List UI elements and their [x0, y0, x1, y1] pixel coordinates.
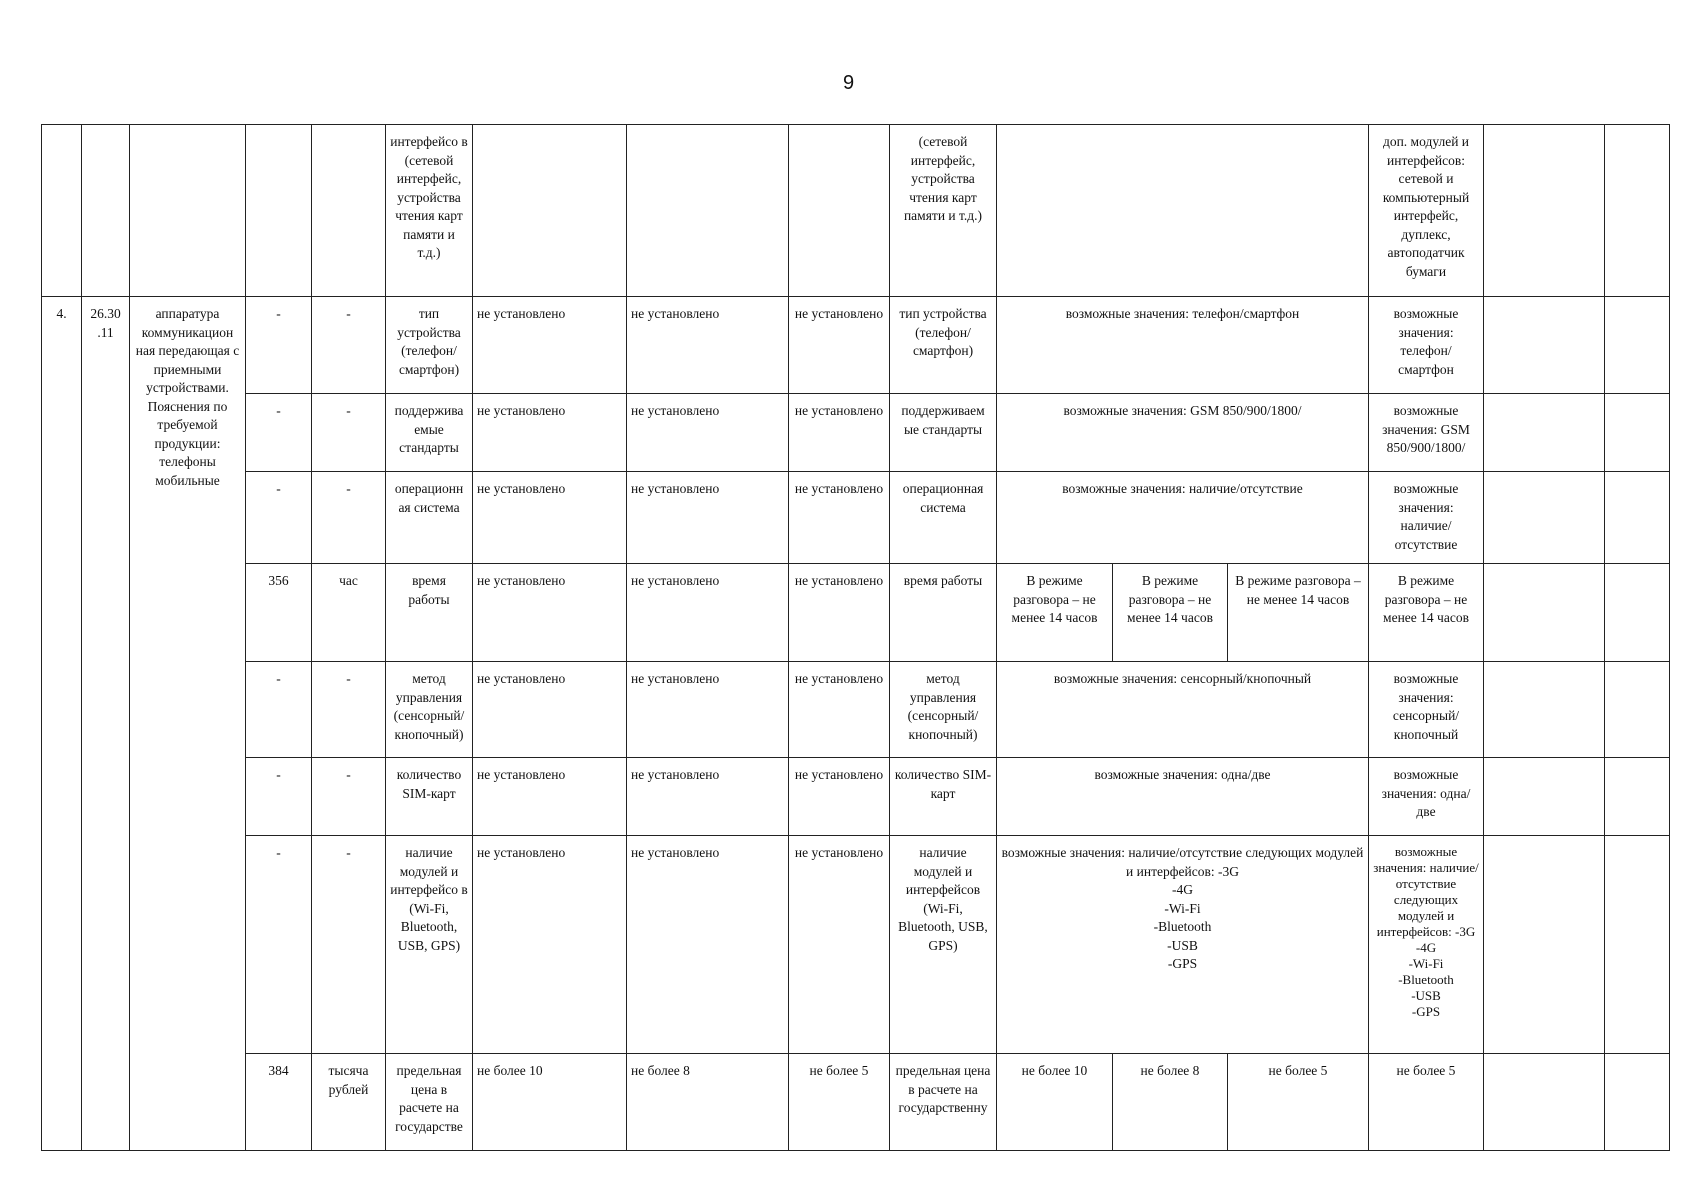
okei-code-cell: - [246, 836, 312, 1054]
table-row [42, 297, 1670, 394]
unit-cell: - [312, 836, 386, 1054]
characteristic-cell: операционн ая система [386, 472, 473, 564]
characteristic-2-cell: поддерживаем ые стандарты [890, 394, 997, 472]
unit-cell: тысяча рублей [312, 1054, 386, 1151]
item-code-cell: 26.30 .11 [82, 297, 130, 1151]
final-value-cell: возможные значения: наличие/отсутствие следующих модулей и интерфейсов: -3G -4G -Wi-Fi -Bluetooth -USB -GPS [1369, 836, 1484, 1054]
value-cell: не установлено [627, 564, 789, 662]
value-cell: не установлено [789, 394, 890, 472]
requirements-table [41, 124, 1670, 1151]
okei-code-cell: - [246, 297, 312, 394]
table-row [42, 758, 1670, 836]
value-cell: не установлено [473, 297, 627, 394]
split-value-cell: В режиме разговора – не менее 14 часов [1228, 564, 1369, 662]
merged-value-cell: возможные значения: одна/две [997, 758, 1369, 836]
split-value-cell: не более 8 [1113, 1054, 1228, 1151]
final-value-cell: доп. модулей и интерфейсов: сетевой и компьютерный интерфейс, дуплекс, автоподатчик бумаги [1369, 125, 1484, 297]
characteristic-cell: метод управления (сенсорный/ кнопочный) [386, 662, 473, 758]
merged-value-cell: возможные значения: сенсорный/кнопочный [997, 662, 1369, 758]
table-row [42, 394, 1670, 472]
value-cell: не установлено [789, 472, 890, 564]
cell-empty [473, 125, 627, 297]
characteristic-2-cell: время работы [890, 564, 997, 662]
final-value-cell: возможные значения: одна/две [1369, 758, 1484, 836]
value-cell: не более 8 [627, 1054, 789, 1151]
unit-cell: - [312, 758, 386, 836]
merged-value-cell: возможные значения: телефон/смартфон [997, 297, 1369, 394]
characteristic-cell: время работы [386, 564, 473, 662]
cell-empty [1605, 1054, 1670, 1151]
cell-empty [1605, 297, 1670, 394]
okei-code-cell: - [246, 662, 312, 758]
item-number-cell: 4. [42, 297, 82, 1151]
okei-code-cell: 356 [246, 564, 312, 662]
final-value-cell: возможные значения: телефон/смартфон [1369, 297, 1484, 394]
cell-empty [1484, 1054, 1605, 1151]
cell-empty [1484, 394, 1605, 472]
value-cell: не установлено [789, 836, 890, 1054]
characteristic-cell: тип устройства (телефон/смартфон) [386, 297, 473, 394]
value-cell: не установлено [627, 394, 789, 472]
okei-code-cell: - [246, 394, 312, 472]
cell-empty [130, 125, 246, 297]
unit-cell: - [312, 662, 386, 758]
final-value-cell: возможные значения: сенсорный/кнопочный [1369, 662, 1484, 758]
cell-empty [246, 125, 312, 297]
characteristic-2-cell: количество SIM-карт [890, 758, 997, 836]
characteristic-cell: интерфейсо в (сетевой интерфейс, устройства чтения карт памяти и т.д.) [386, 125, 473, 297]
page-number: 9 [842, 72, 855, 94]
unit-cell: час [312, 564, 386, 662]
value-cell: не установлено [789, 662, 890, 758]
cell-empty [1605, 836, 1670, 1054]
cell-empty [1605, 662, 1670, 758]
characteristic-cell: количество SIM-карт [386, 758, 473, 836]
characteristic-2-cell: операционная система [890, 472, 997, 564]
value-cell: не установлено [473, 662, 627, 758]
unit-cell: - [312, 394, 386, 472]
cell-empty [42, 125, 82, 297]
okei-code-cell: 384 [246, 1054, 312, 1151]
characteristic-cell: предельная цена в расчете на государстве [386, 1054, 473, 1151]
cell-empty [1605, 125, 1670, 297]
characteristic-cell: наличие модулей и интерфейсо в (Wi-Fi, Bluetooth, USB, GPS) [386, 836, 473, 1054]
cell-empty [1484, 297, 1605, 394]
table-row [42, 836, 1670, 1054]
characteristic-2-cell: предельная цена в расчете на государственну [890, 1054, 997, 1151]
value-cell: не установлено [473, 472, 627, 564]
value-cell: не установлено [789, 564, 890, 662]
cell-empty [1484, 758, 1605, 836]
split-value-cell: не более 5 [1228, 1054, 1369, 1151]
final-value-cell: возможные значения: наличие/отсутствие [1369, 472, 1484, 564]
characteristic-cell: поддержива емые стандарты [386, 394, 473, 472]
value-cell: не более 10 [473, 1054, 627, 1151]
cell-empty [1484, 662, 1605, 758]
value-cell: не установлено [627, 758, 789, 836]
final-value-cell: не более 5 [1369, 1054, 1484, 1151]
characteristic-2-cell: (сетевой интерфейс, устройства чтения карт памяти и т.д.) [890, 125, 997, 297]
characteristic-2-cell: тип устройства (телефон/смартфон) [890, 297, 997, 394]
merged-value-cell: возможные значения: наличие/отсутствие следующих модулей и интерфейсов: -3G -4G -Wi-Fi -Bluetooth -USB -GPS [997, 836, 1369, 1054]
cell-empty [627, 125, 789, 297]
split-value-cell: не более 10 [997, 1054, 1113, 1151]
value-cell: не более 5 [789, 1054, 890, 1151]
table-row [42, 1054, 1670, 1151]
cell-empty [1484, 125, 1605, 297]
merged-value-cell: возможные значения: GSM 850/900/1800/ [997, 394, 1369, 472]
table-row [42, 662, 1670, 758]
final-value-cell: возможные значения: GSM 850/900/1800/ [1369, 394, 1484, 472]
cell-empty [789, 125, 890, 297]
cell-empty [1605, 758, 1670, 836]
table-row [42, 564, 1670, 662]
value-cell: не установлено [627, 836, 789, 1054]
final-value-cell: В режиме разговора – не менее 14 часов [1369, 564, 1484, 662]
value-cell: не установлено [627, 297, 789, 394]
merged-value-cell: возможные значения: наличие/отсутствие [997, 472, 1369, 564]
okei-code-cell: - [246, 472, 312, 564]
value-cell: не установлено [789, 297, 890, 394]
cell-empty [1484, 472, 1605, 564]
characteristic-2-cell: наличие модулей и интерфейсов (Wi-Fi, Bluetooth, USB, GPS) [890, 836, 997, 1054]
value-cell: не установлено [789, 758, 890, 836]
cell-empty [1484, 836, 1605, 1054]
characteristic-2-cell: метод управления (сенсорный/кнопочный) [890, 662, 997, 758]
cell-empty [1605, 472, 1670, 564]
table-row [42, 472, 1670, 564]
split-value-cell: В режиме разговора – не менее 14 часов [997, 564, 1113, 662]
continuation-row [42, 125, 1670, 297]
value-cell: не установлено [473, 758, 627, 836]
cell-empty [1484, 564, 1605, 662]
cell-empty [1605, 564, 1670, 662]
cell-empty [82, 125, 130, 297]
unit-cell: - [312, 297, 386, 394]
cell-empty [312, 125, 386, 297]
item-name-cell: аппаратура коммуникацион ная передающая с приемными устройствами. Пояснения по требуемой продукции: телефоны мобильные [130, 297, 246, 1151]
cell-empty [997, 125, 1369, 297]
value-cell: не установлено [473, 394, 627, 472]
value-cell: не установлено [627, 662, 789, 758]
value-cell: не установлено [627, 472, 789, 564]
okei-code-cell: - [246, 758, 312, 836]
cell-empty [1605, 394, 1670, 472]
split-value-cell: В режиме разговора – не менее 14 часов [1113, 564, 1228, 662]
unit-cell: - [312, 472, 386, 564]
value-cell: не установлено [473, 836, 627, 1054]
value-cell: не установлено [473, 564, 627, 662]
